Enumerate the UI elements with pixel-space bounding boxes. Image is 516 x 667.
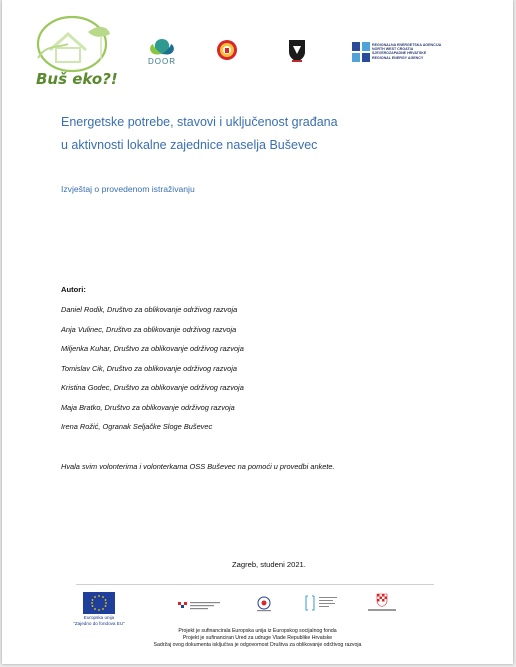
eu-flag-icon [83, 592, 115, 614]
funding-note: Projekt je sufinancirala Europska unija iz Europskog socijalnog fonda [178, 628, 337, 634]
document-page [2, 0, 513, 664]
croatian-coat-of-arms-icon [376, 593, 388, 607]
seljacka-sloga-emblem-icon [216, 38, 238, 62]
croatian-government-logo [364, 593, 400, 611]
municipality-crest-logo [286, 38, 308, 69]
author-item: Anja Vulinec, Društvo za oblikovanje održivog razvoja [61, 325, 237, 334]
esf-operational-programme-logo [255, 596, 273, 619]
rea-logo [352, 42, 462, 64]
author-item: Miljenka Kuhar, Društvo za oblikovanje održivog razvoja [61, 344, 244, 353]
title-line-1: Energetske potrebe, stavovi i uključenost građana [61, 115, 338, 129]
ured-za-udruge-logo [304, 594, 340, 617]
door-logo-icon [145, 36, 179, 58]
funding-note: Sadržaj ovog dokumenta isključiva je odgovornost Društva za oblikovanje održivog razvoja [153, 642, 362, 648]
bus-eko-logo-text: Buš eko?! [36, 70, 118, 88]
title-line-2: u aktivnosti lokalne zajednice naselja Buševec [61, 138, 318, 152]
author-item: Irena Rožić, Ogranak Seljačke Sloge Buševec [61, 422, 213, 431]
door-logo-text: DOOR [148, 57, 176, 66]
croatian-government-caption-bar [368, 609, 396, 611]
eu-caption: Europska unija "Zajedno do fondova EU" [73, 615, 125, 626]
document-subtitle: Izvještaj o provedenom istraživanju [61, 184, 195, 194]
footer-divider [76, 584, 434, 585]
author-item: Tomislav Cik, Društvo za oblikovanje održivog razvoja [61, 364, 237, 373]
seljacka-sloga-logo [216, 38, 238, 67]
esf-logo [178, 598, 222, 617]
funding-notes [2, 628, 513, 649]
document-title [61, 111, 481, 157]
esf-logo-icon [178, 598, 222, 612]
authors-heading: Autori: [61, 285, 86, 294]
bus-eko-logo [28, 14, 128, 90]
funding-note: Projekt je sufinanciran Ured za udruge Vlade Republike Hrvatske [182, 635, 333, 641]
rea-logo-text: REGIONALNA ENERGETSKA AGENCIJA NORTH WEST CROATIA SJEVEROZAPADNE HRVATSKE REGIONAL ENERGY AGENCY [372, 43, 442, 60]
rea-grid-icon [352, 42, 370, 62]
bus-eko-logo-icon [28, 14, 128, 74]
place-and-date: Zagreb, studeni 2021. [232, 560, 306, 569]
author-item: Kristina Godec, Društvo za oblikovanje održivog razvoja [61, 383, 244, 392]
acknowledgement-text: Hvala svim volonterima i volonterkama OSS Buševec na pomoći u provedbi ankete. [61, 462, 335, 471]
ured-za-udruge-icon [304, 594, 340, 612]
coat-of-arms-icon [286, 38, 308, 64]
author-item: Maja Bratko, Društvo za oblikovanje održivog razvoja [61, 403, 235, 412]
eu-logo [72, 592, 126, 626]
esf-op-icon [255, 596, 273, 614]
door-logo [145, 36, 179, 72]
author-item: Daniel Rodik, Društvo za oblikovanje održivog razvoja [61, 305, 238, 314]
